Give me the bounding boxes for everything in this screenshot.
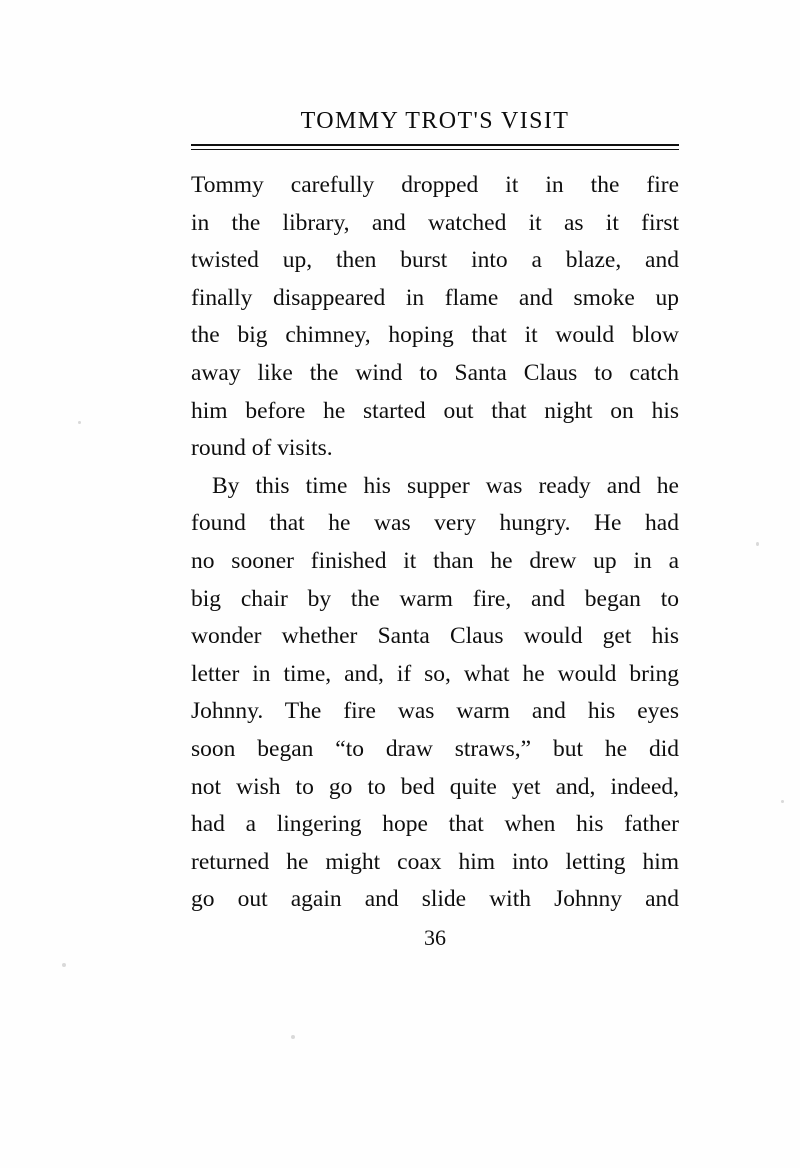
paragraph-2 (191, 468, 679, 919)
text-line: soon began “to draw straws,” but he did (191, 735, 679, 762)
body-text (191, 167, 679, 919)
text-line: the big chimney, hoping that it would blow (191, 322, 679, 349)
text-line: no sooner finished it than he drew up in a (191, 547, 679, 574)
text-line: big chair by the warm fire, and began to (191, 585, 679, 612)
scan-speck (291, 1035, 295, 1039)
text-line: round of visits. (191, 435, 333, 462)
scan-speck (62, 963, 66, 967)
text-line: wonder whether Santa Claus would get his (191, 623, 679, 650)
text-line: twisted up, then burst into a blaze, and (191, 247, 679, 274)
text-line: in the library, and watched it as it first (191, 209, 679, 236)
text-line: not wish to go to bed quite yet and, indeed, (191, 773, 679, 800)
text-line: him before he started out that night on his (191, 397, 679, 424)
text-line: finally disappeared in flame and smoke up (191, 284, 679, 311)
page-title: TOMMY TROT'S VISIT (300, 108, 570, 134)
text-line: had a lingering hope that when his father (191, 811, 679, 838)
scan-speck (78, 421, 81, 424)
header-rule (191, 144, 679, 150)
header-rule-thin (191, 149, 679, 150)
page-text-block (191, 108, 679, 919)
text-line: returned he might coax him into letting him (191, 848, 679, 875)
text-line: Johnny. The fire was warm and his eyes (191, 698, 679, 725)
text-line: go out again and slide with Johnny and (191, 886, 679, 913)
paragraph-1 (191, 167, 679, 468)
text-line-content: By this time his supper was ready and he (212, 472, 679, 499)
text-line: away like the wind to Santa Claus to catch (191, 359, 679, 386)
header-rule-thick (191, 144, 679, 146)
scan-speck (781, 800, 784, 803)
page-number: 36 (424, 925, 446, 950)
scan-speck (756, 542, 759, 546)
text-line: found that he was very hungry. He had (191, 510, 679, 537)
text-line: Tommy carefully dropped it in the fire (191, 172, 679, 198)
text-line (191, 468, 679, 506)
text-line: letter in time, and, if so, what he would bring (191, 660, 679, 687)
